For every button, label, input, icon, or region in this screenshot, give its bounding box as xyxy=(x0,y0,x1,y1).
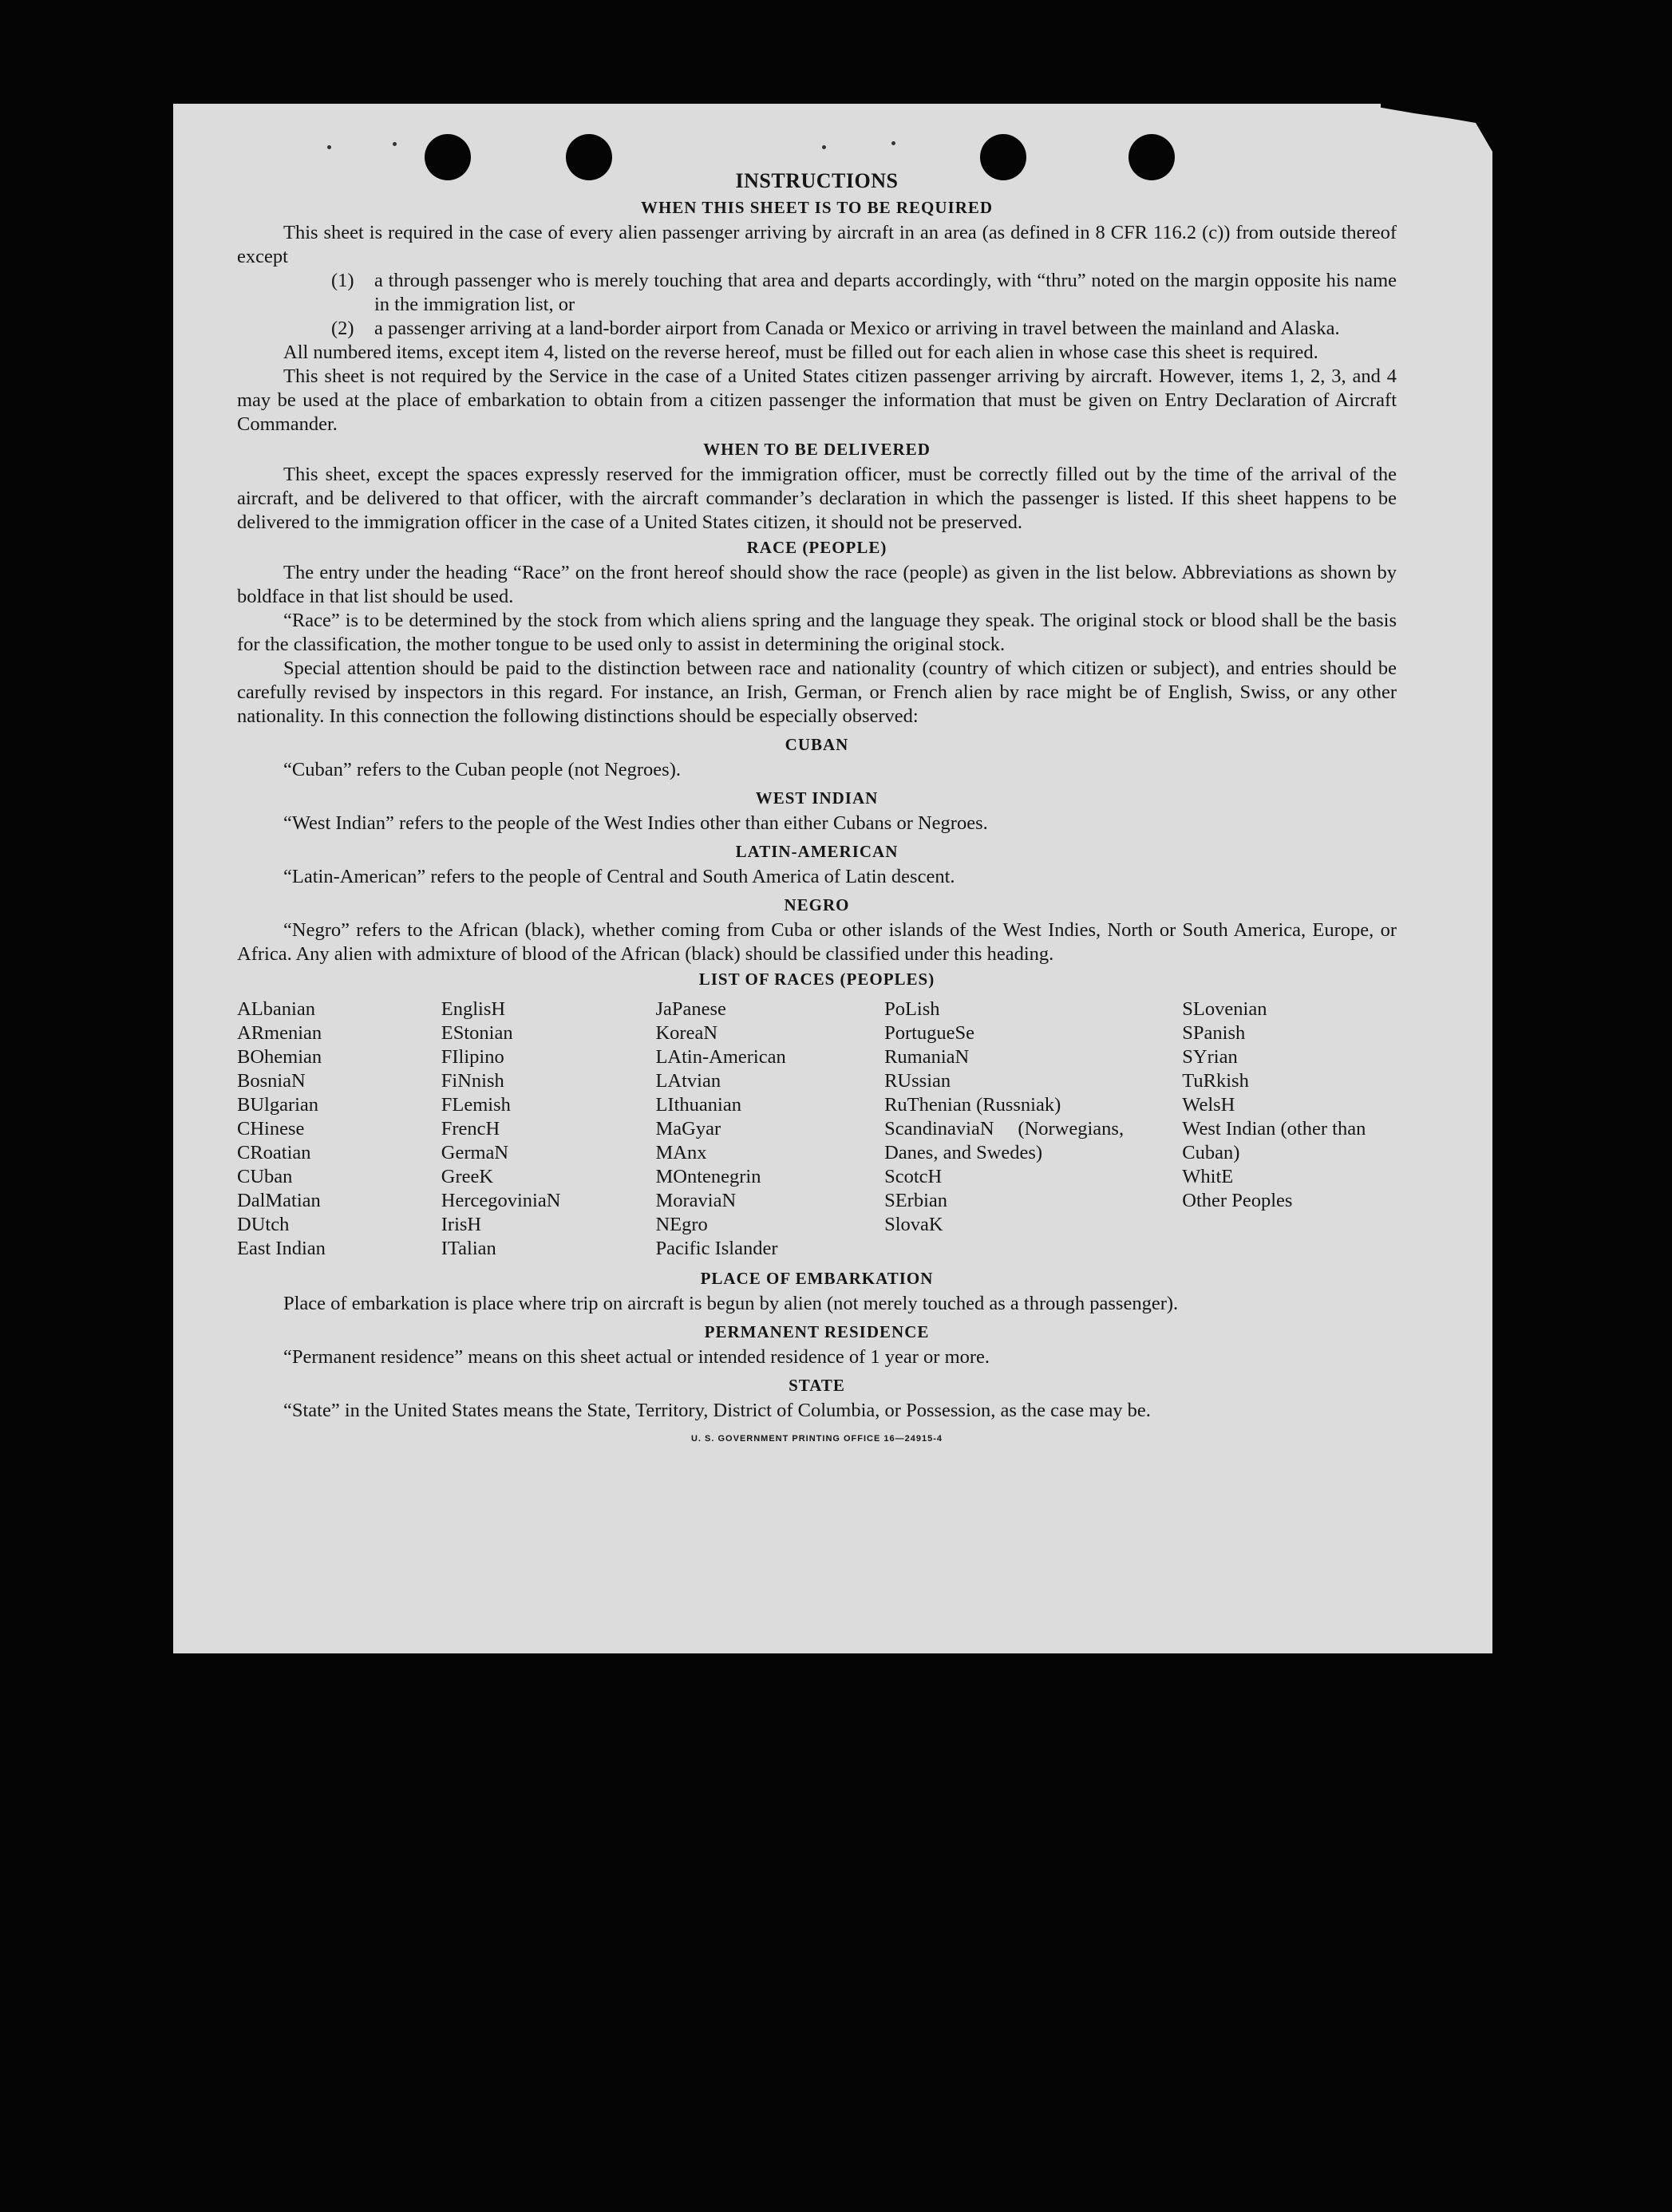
paragraph: “Cuban” refers to the Cuban people (not Negroes). xyxy=(283,759,681,780)
speck xyxy=(327,145,331,149)
punch-hole xyxy=(980,134,1026,180)
section-heading: CUBAN xyxy=(785,735,849,754)
race-entry: FIlipino xyxy=(441,1046,504,1068)
race-entry: IrisH xyxy=(441,1214,482,1235)
punch-hole xyxy=(425,134,471,180)
race-column xyxy=(655,997,884,1261)
race-entry: CRoatian xyxy=(237,1142,311,1163)
race-entry: KoreaN xyxy=(655,1022,718,1044)
race-entry: WelsH xyxy=(1182,1094,1235,1116)
race-entry: ALbanian xyxy=(237,998,315,1020)
race-entry: EnglisH xyxy=(441,998,506,1020)
race-entry: CUban xyxy=(237,1166,293,1187)
race-entry: RUssian xyxy=(884,1070,951,1092)
race-entry: MaGyar xyxy=(655,1118,721,1140)
race-entry: NEgro xyxy=(655,1214,708,1235)
paragraph: This sheet, except the spaces expressly reserved for the immigration officer, must be correctly filled out by the time of the arrival of the aircraft, and be delivered to that officer, with the aircraft commander’s declaration in which the passenger is listed. If this sheet happens to be delivered to the immigration officer in the case of a United States citizen, it should not be preserved. xyxy=(237,464,1397,533)
exception-item xyxy=(237,317,1397,341)
race-entry: FiNnish xyxy=(441,1070,504,1092)
paragraph: “Race” is to be determined by the stock from which aliens spring and the language they speak. The original stock or blood shall be the basis for the classification, the mother tongue to be used only to assist in determining the original stock. xyxy=(237,610,1397,655)
race-entry: RumaniaN xyxy=(884,1046,970,1068)
paragraph: This sheet is not required by the Service in the case of a United States citizen passenger arriving by aircraft. However, items 1, 2, 3, and 4 may be used at the place of embarkation to obtain from a citizen passenger the information that must be given on Entry Declaration of Aircraft Commander. xyxy=(237,365,1397,435)
paragraph: “Latin-American” refers to the people of Central and South America of Latin descent. xyxy=(283,866,955,887)
paragraph: This sheet is required in the case of every alien passenger arriving by aircraft in an area (as defined in 8 CFR 116.2 (c)) from outside thereof except xyxy=(237,222,1397,267)
race-entry: BosniaN xyxy=(237,1070,306,1092)
paragraph: Place of embarkation is place where trip on aircraft is begun by alien (not merely touched as a through passenger). xyxy=(283,1293,1179,1314)
race-entry: GermaN xyxy=(441,1142,509,1163)
race-entry: PortugueSe xyxy=(884,1022,975,1044)
speck xyxy=(393,142,397,146)
document-title: INSTRUCTIONS xyxy=(735,169,899,192)
paragraph: “West Indian” refers to the people of the West Indies other than either Cubans or Negroes. xyxy=(283,812,988,834)
race-column xyxy=(884,997,1182,1261)
race-list xyxy=(237,997,1397,1261)
race-entry: ARmenian xyxy=(237,1022,322,1044)
torn-corner xyxy=(1381,104,1492,152)
race-entry: JaPanese xyxy=(655,998,726,1020)
paragraph: “Permanent residence” means on this sheet actual or intended residence of 1 year or more. xyxy=(283,1346,990,1368)
race-entry: MOntenegrin xyxy=(655,1166,761,1187)
race-entry: RuThenian (Russniak) xyxy=(884,1094,1061,1116)
race-entry: FLemish xyxy=(441,1094,511,1116)
race-entry: DalMatian xyxy=(237,1190,321,1211)
item-number: (1) xyxy=(331,270,354,291)
exception-item xyxy=(237,269,1397,317)
race-entry: EStonian xyxy=(441,1022,513,1044)
race-entry: MAnx xyxy=(655,1142,707,1163)
paragraph: The entry under the heading “Race” on the front hereof should show the race (people) as given in the list below. Abbreviations as shown by boldface in that list should be used. xyxy=(237,562,1397,607)
race-entry: HercegoviniaN xyxy=(441,1190,561,1211)
speck xyxy=(822,145,826,149)
race-entry: West Indian (other than Cuban) xyxy=(1182,1118,1366,1163)
section-heading: WHEN THIS SHEET IS TO BE REQUIRED xyxy=(640,198,994,217)
paragraph: “State” in the United States means the State, Territory, District of Columbia, or Possession, as the case may be. xyxy=(283,1400,1151,1421)
race-entry: DUtch xyxy=(237,1214,290,1235)
race-entry: ITalian xyxy=(441,1238,496,1259)
item-text: a passenger arriving at a land-border airport from Canada or Mexico or arriving in travel between the mainland and Alaska. xyxy=(374,318,1340,339)
race-entry: MoraviaN xyxy=(655,1190,737,1211)
section-heading: STATE xyxy=(789,1376,845,1395)
section-heading: PLACE OF EMBARKATION xyxy=(700,1269,934,1288)
document-sheet xyxy=(173,104,1492,1653)
paragraph: All numbered items, except item 4, listed on the reverse hereof, must be filled out for each alien in whose case this sheet is required. xyxy=(283,342,1318,363)
race-entry: LAtin-American xyxy=(655,1046,786,1068)
race-entry: WhitE xyxy=(1182,1166,1234,1187)
race-entry: SPanish xyxy=(1182,1022,1246,1044)
section-heading: PERMANENT RESIDENCE xyxy=(704,1322,930,1341)
section-heading: WEST INDIAN xyxy=(755,788,879,808)
race-column xyxy=(1182,997,1397,1261)
race-column xyxy=(237,997,441,1261)
paragraph: “Negro” refers to the African (black), whether coming from Cuba or other islands of the West Indies, North or South America, Europe, or Africa. Any alien with admixture of blood of the African (black) should be classified under this heading. xyxy=(237,919,1397,965)
race-entry: East Indian xyxy=(237,1238,326,1259)
race-entry: FrencH xyxy=(441,1118,500,1140)
section-heading: WHEN TO BE DELIVERED xyxy=(703,440,931,459)
race-entry: CHinese xyxy=(237,1118,305,1140)
race-entry: ScandinaviaN (Norwegians, Danes, and Swedes) xyxy=(884,1118,1125,1163)
race-entry: SLovenian xyxy=(1182,998,1267,1020)
race-entry: SYrian xyxy=(1182,1046,1238,1068)
race-entry: SErbian xyxy=(884,1190,948,1211)
punch-hole xyxy=(566,134,612,180)
paragraph: Special attention should be paid to the distinction between race and nationality (country of which citizen or subject), and entries should be carefully revised by inspectors in this regard. For instance, an Irish, German, or French alien by race might be of English, Swiss, or any other nationality. In this connection the following distinctions should be especially observed: xyxy=(237,658,1397,727)
race-entry: LIthuanian xyxy=(655,1094,741,1116)
race-entry: TuRkish xyxy=(1182,1070,1249,1092)
race-entry: BOhemian xyxy=(237,1046,322,1068)
section-heading: LATIN-AMERICAN xyxy=(735,842,899,861)
section-heading: NEGRO xyxy=(784,895,850,914)
race-column xyxy=(441,997,656,1261)
section-heading: LIST OF RACES (PEOPLES) xyxy=(698,970,935,989)
printer-imprint: U. S. GOVERNMENT PRINTING OFFICE 16—24915-4 xyxy=(690,1434,943,1444)
race-entry: ScotcH xyxy=(884,1166,943,1187)
item-text: a through passenger who is merely touching that area and departs accordingly, with “thru” noted on the margin opposite his name in the immigration list, or xyxy=(374,270,1397,315)
race-entry: Other Peoples xyxy=(1182,1190,1293,1211)
race-entry: Pacific Islander xyxy=(655,1238,778,1259)
race-entry: PoLish xyxy=(884,998,940,1020)
punch-hole xyxy=(1129,134,1175,180)
race-entry: SlovaK xyxy=(884,1214,943,1235)
item-number: (2) xyxy=(331,318,354,339)
race-entry: LAtvian xyxy=(655,1070,721,1092)
race-entry: GreeK xyxy=(441,1166,494,1187)
race-entry: BUlgarian xyxy=(237,1094,319,1116)
section-heading: RACE (PEOPLE) xyxy=(746,538,887,557)
speck xyxy=(891,141,895,145)
